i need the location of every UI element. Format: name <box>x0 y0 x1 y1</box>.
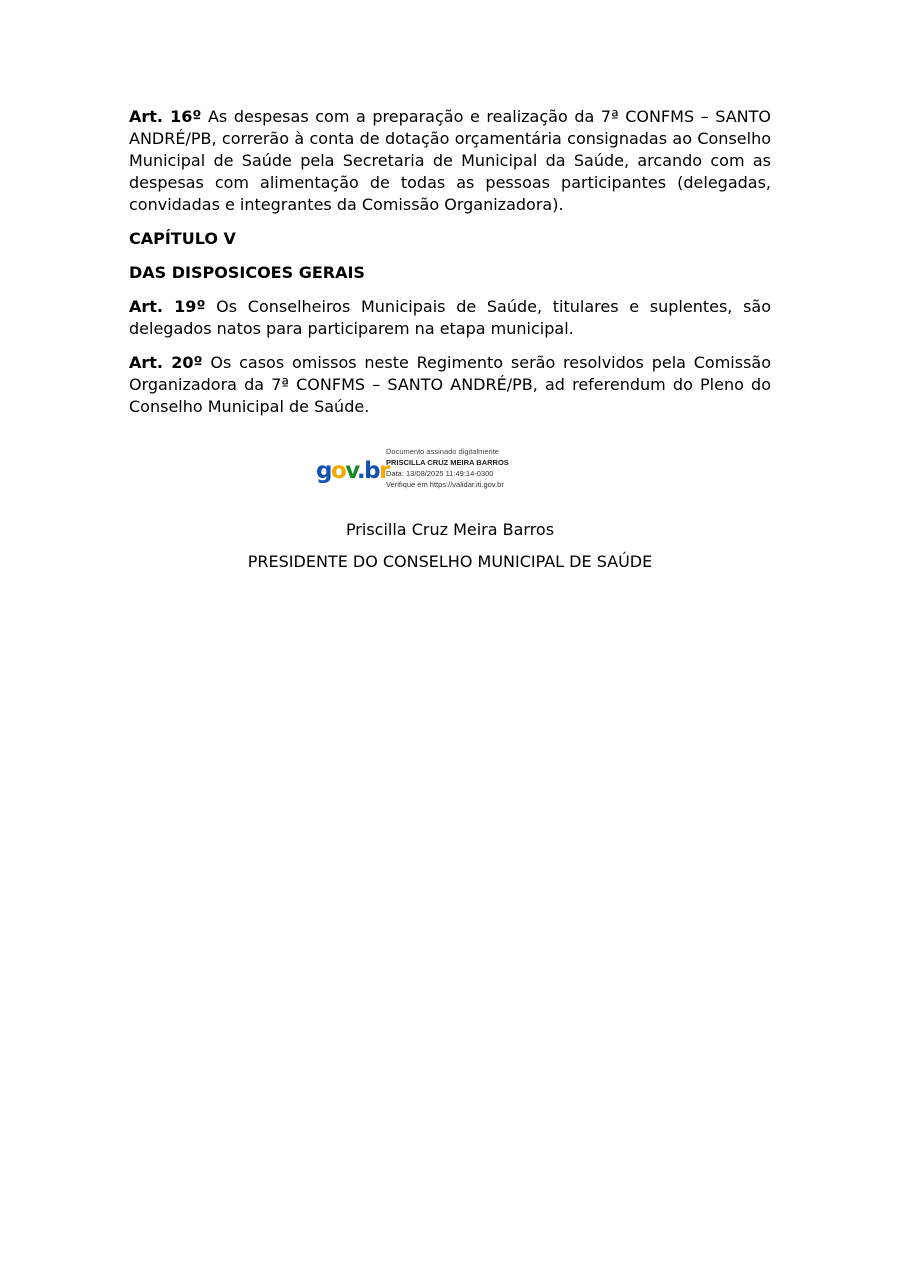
article-16 <box>129 106 771 216</box>
signature-details <box>386 446 509 490</box>
article-label: Art. 19º <box>129 297 206 316</box>
article-20 <box>129 352 771 418</box>
article-label: Art. 16º <box>129 107 202 126</box>
article-text: Os casos omissos neste Regimento serão resolvidos pela Comissão Organizadora da 7ª CONFMS – SANTO ANDRÉ/PB, ad referendum do Pleno do Conselho Municipal de Saúde. <box>129 353 771 416</box>
signature-header: Documento assinado digitalmente <box>386 447 499 456</box>
article-text: As despesas com a preparação e realização da 7ª CONFMS – SANTO ANDRÉ/PB, correrão à conta de dotação orçamentária consignadas ao Conselho Municipal de Saúde pela Secretaria de Municipal da Saúde, arcando com as despesas com alimentação de todas as pessoas participantes (delegadas, convidadas e integrantes da Comissão Organizadora). <box>129 107 772 214</box>
chapter-title: CAPÍTULO V <box>129 229 236 248</box>
signer-name: Priscilla Cruz Meira Barros <box>345 520 555 539</box>
signature-verify-link: Verifique em https://validar.iti.gov.br <box>386 480 504 489</box>
article-label: Art. 20º <box>129 353 203 372</box>
govbr-logo: gov.br <box>316 458 389 484</box>
signer-role: PRESIDENTE DO CONSELHO MUNICIPAL DE SAÚDE <box>247 552 653 571</box>
digital-signature-stamp <box>316 446 556 496</box>
document-body <box>129 106 771 430</box>
signature-signer: PRISCILLA CRUZ MEIRA BARROS <box>386 458 509 467</box>
article-19 <box>129 296 771 340</box>
chapter-subtitle: DAS DISPOSICOES GERAIS <box>129 263 365 282</box>
signature-date: Data: 13/08/2025 11:49:14-0300 <box>386 469 494 478</box>
article-text: Os Conselheiros Municipais de Saúde, titulares e suplentes, são delegados natos para participarem na etapa municipal. <box>129 297 772 338</box>
